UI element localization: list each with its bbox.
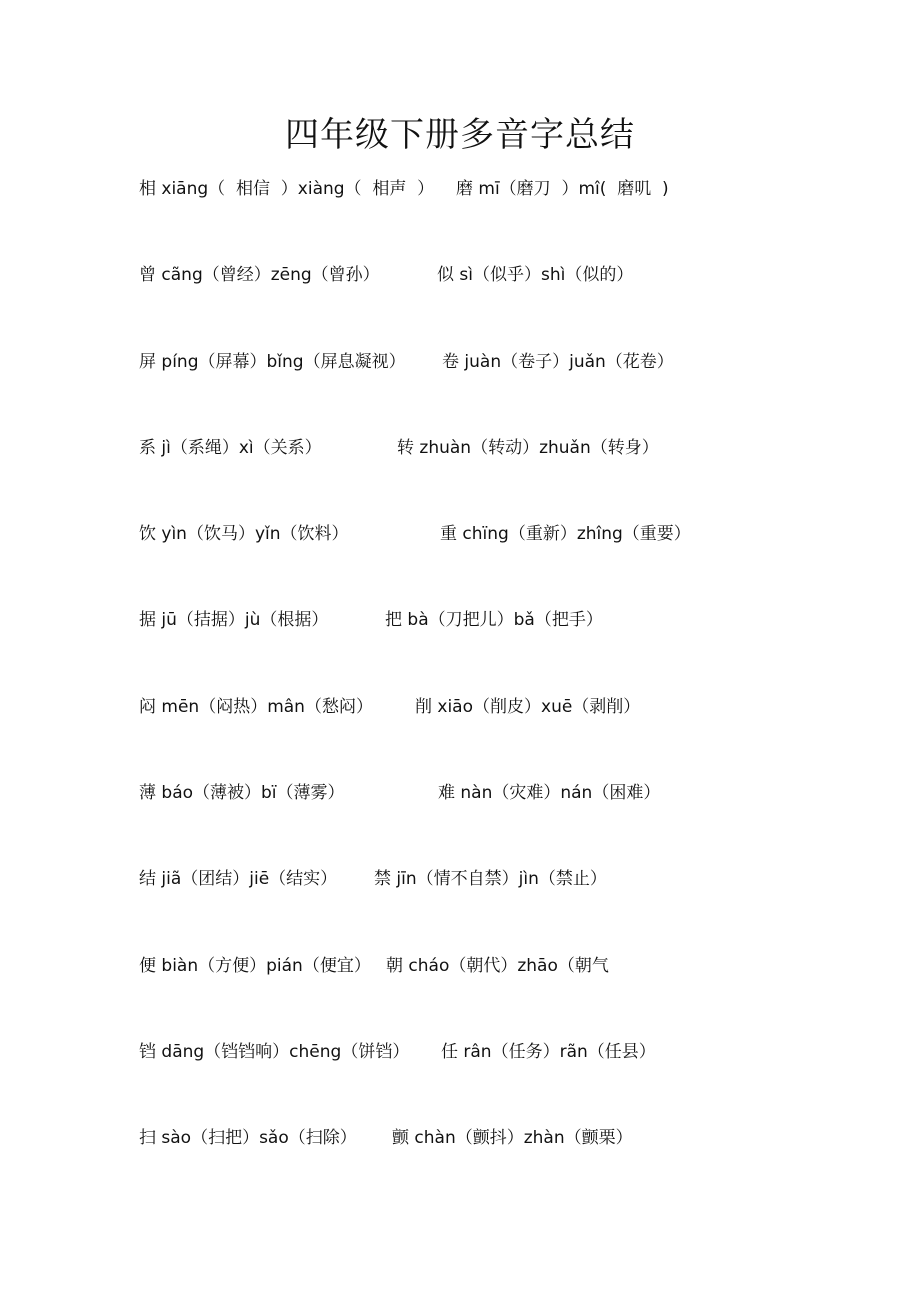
page-title: 四年级下册多音字总结 xyxy=(285,115,635,155)
entry-right: 颤 chàn（颤抖）zhàn（颤栗） xyxy=(392,1128,633,1148)
entry-right: 任 rân（任务）rãn（任县） xyxy=(441,1042,656,1062)
entry-right: 禁 jīn（情不自禁）jìn（禁止） xyxy=(374,869,607,889)
entry-right: 似 sì（似乎）shì（似的） xyxy=(437,265,634,285)
entry-right: 磨 mī（磨刀 ）mî( 磨叽 ) xyxy=(456,179,669,199)
entry-left: 薄 báo（薄被）bï（薄雾） xyxy=(139,783,345,803)
entry-left: 结 jiã（团结）jiē（结实） xyxy=(139,869,338,889)
entry-left: 便 biàn（方便）pián（便宜） xyxy=(139,956,371,976)
entry-left: 据 jū（拮据）jù（根据） xyxy=(139,610,329,630)
entry-left: 扫 sào（扫把）sǎo（扫除） xyxy=(139,1128,357,1148)
entry-right: 把 bà（刀把儿）bǎ（把手） xyxy=(385,610,603,630)
entry-left: 屏 píng（屏幕）bǐng（屏息凝视） xyxy=(139,352,406,372)
entry-left: 系 jì（系绳）xì（关系） xyxy=(139,438,322,458)
entry-left: 闷 mēn（闷热）mân（愁闷） xyxy=(139,697,373,717)
entry-right: 重 chïng（重新）zhîng（重要） xyxy=(440,524,691,544)
entry-right: 难 nàn（灾难）nán（困难） xyxy=(438,783,661,803)
entry-left: 曾 cãng（曾经）zēng（曾孙） xyxy=(139,265,380,285)
entry-left: 饮 yìn（饮马）yǐn（饮料） xyxy=(139,524,349,544)
entry-left: 相 xiāng（ 相信 ）xiàng（ 相声 ） xyxy=(139,179,435,199)
entry-right: 削 xiāo（削皮）xuē（剥削） xyxy=(415,697,641,717)
entry-right: 转 zhuàn（转动）zhuǎn（转身） xyxy=(397,438,659,458)
entry-right: 卷 juàn（卷子）juǎn（花卷） xyxy=(442,352,674,372)
entry-right: 朝 cháo（朝代）zhāo（朝气 xyxy=(386,956,609,976)
entry-left: 铛 dāng（铛铛响）chēng（饼铛） xyxy=(139,1042,410,1062)
